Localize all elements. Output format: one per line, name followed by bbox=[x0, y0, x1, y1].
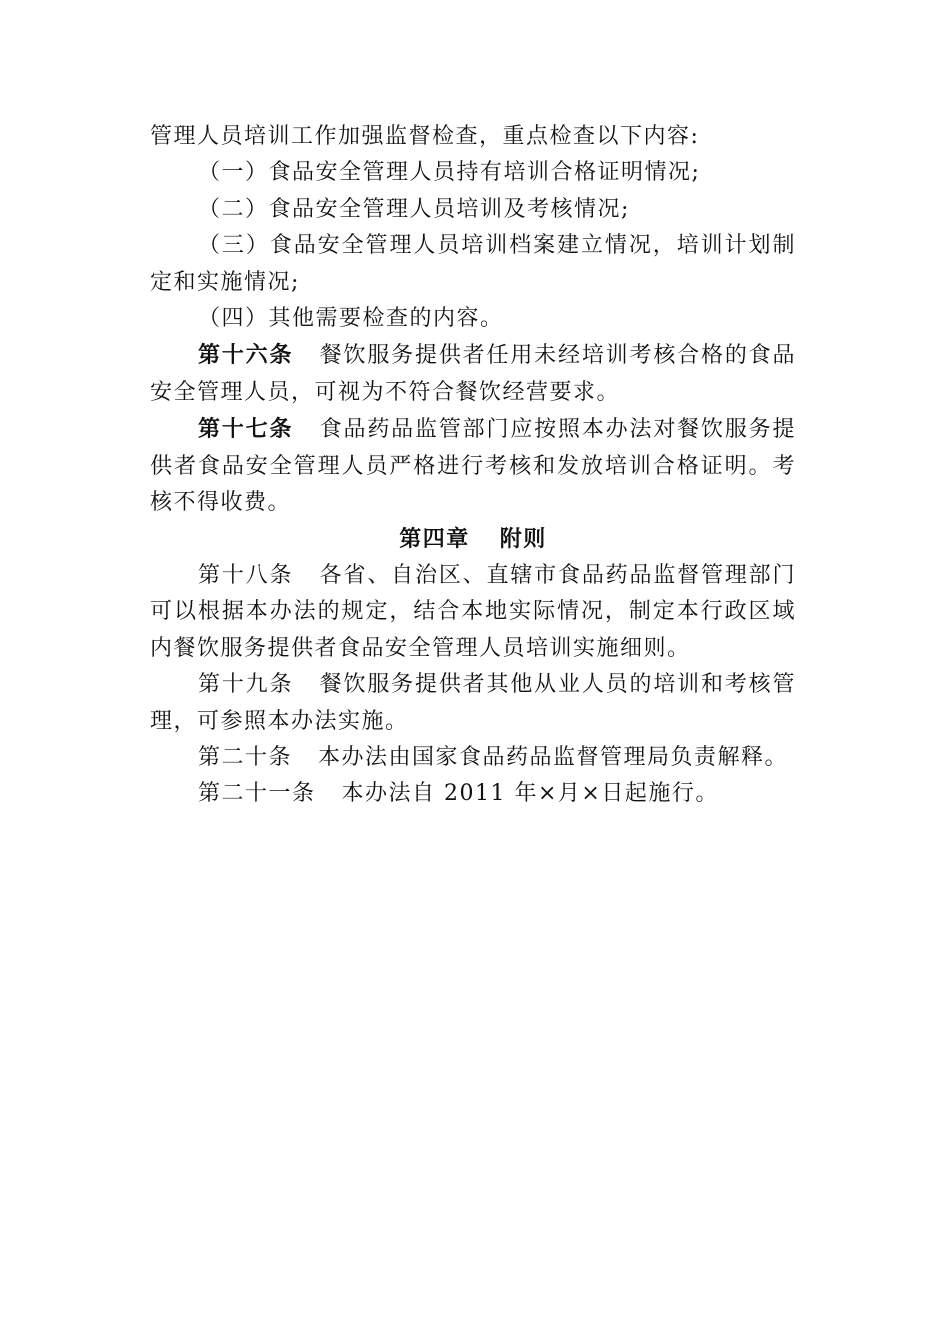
article-20-text: 本办法由国家食品药品监督管理局负责解释。 bbox=[318, 744, 789, 770]
article-17-title: 第十七条 bbox=[198, 416, 294, 443]
article-19-text: 餐饮服务提供者其他从业人员的培训和考核管理，可参照本办法实施。 bbox=[150, 672, 796, 734]
article-17 bbox=[150, 411, 796, 521]
article-20-title: 第二十条 bbox=[198, 744, 293, 770]
article-17-text: 食品药品监管部门应按照本办法对餐饮服务提供者食品安全管理人员严格进行考核和发放培训合格证明。考核不得收费。 bbox=[150, 417, 796, 516]
article-19 bbox=[150, 667, 796, 740]
document-body bbox=[150, 119, 796, 813]
article-18-title: 第十八条 bbox=[198, 562, 294, 588]
article-19-title: 第十九条 bbox=[198, 672, 294, 698]
paragraph-intro: 管理人员培训工作加强监督检查，重点检查以下内容: bbox=[150, 124, 700, 149]
article-16 bbox=[150, 337, 796, 411]
article-21-title: 第二十一条 bbox=[198, 781, 316, 807]
article-18 bbox=[150, 558, 796, 667]
article-20 bbox=[150, 740, 796, 776]
chapter-number: 第四章 bbox=[399, 526, 470, 553]
list-item-1: （一）食品安全管理人员持有培训合格证明情况; bbox=[198, 160, 701, 186]
article-16-title: 第十六条 bbox=[198, 342, 294, 369]
list-item-3: （三）食品安全管理人员培训档案建立情况，培训计划制定和实施情况; bbox=[150, 233, 796, 295]
article-16-text: 餐饮服务提供者任用未经培训考核合格的食品安全管理人员，可视为不符合餐饮经营要求。 bbox=[150, 343, 796, 405]
list-item-4: （四）其他需要检查的内容。 bbox=[198, 306, 504, 332]
chapter-title: 附则 bbox=[499, 526, 547, 553]
article-21-text: 本办法自 2011 年×月×日起施行。 bbox=[341, 781, 719, 807]
chapter-heading bbox=[150, 521, 796, 557]
article-21 bbox=[150, 776, 796, 812]
list-item-2: （二）食品安全管理人员培训及考核情况; bbox=[198, 196, 630, 222]
article-18-text: 各省、自治区、直辖市食品药品监督管理部门可以根据本办法的规定，结合本地实际情况，制定本行政区域内餐饮服务提供者食品安全管理人员培训实施细则。 bbox=[150, 562, 796, 661]
